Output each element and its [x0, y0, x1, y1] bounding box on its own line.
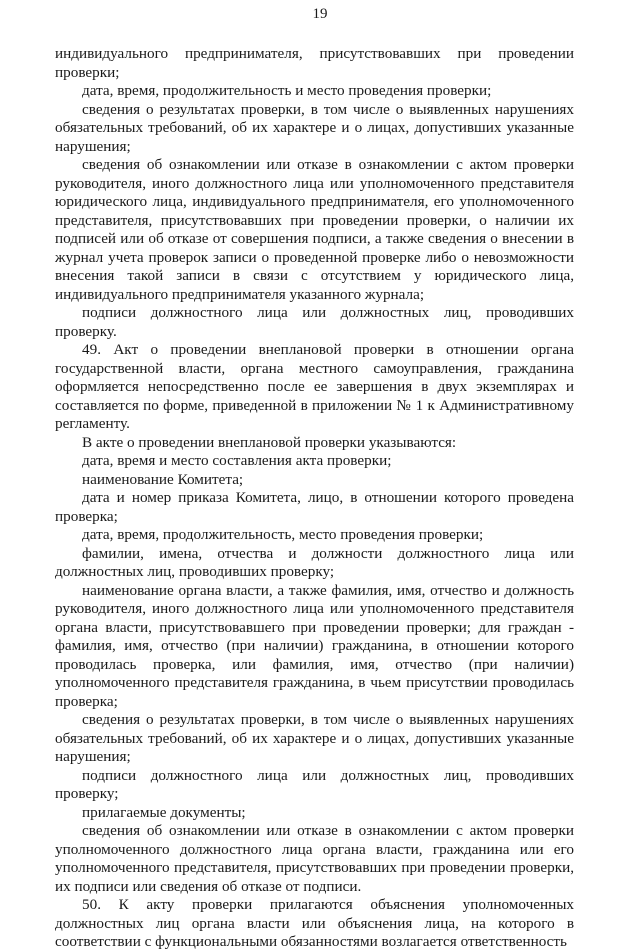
- list-item-inspection-duration: дата, время, продолжительность, место проведения проверки;: [82, 526, 484, 543]
- paragraph-inspection-results: сведения о результатах проверки, в том числе о выявленных нарушениях обязательных требований, об их характере и о лицах, допустивших указанные нарушения;: [55, 100, 574, 155]
- list-item-attachments: прилагаемые документы;: [82, 803, 246, 821]
- paragraph-inspection-date: дата, время, продолжительность и место проведения проверки;: [82, 82, 492, 99]
- paragraph-act-contents-intro: В акте о проведении внеплановой проверки указываются:: [82, 433, 457, 451]
- list-item-acquaintance: сведения об ознакомлении или отказе в ознакомлении с актом проверки уполномоченного должностного лица органа власти, гражданина или его уполномоченного представителя, присутствовавших при проведении проверки, их подписи или сведения об отказе от подписи.: [55, 822, 574, 895]
- page-number: 19: [312, 6, 328, 22]
- paragraph-acquaintance-info: сведения об ознакомлении или отказе в ознакомлении с актом проверки руководителя, иного должностного лица или уполномоченного представителя юридического лица, индивидуального предпринимателя, его уполномоченного представителя, присутствовавших при проведении проверки, о наличии их подписей или об отказе от совершения подписи, а также сведения о внесении в журнал учета проверок записи о проведенной проверке либо о невозможности внесения такой записи в связи с отсутствием у юридического лица, индивидуального предпринимателя указанного журнала;: [55, 156, 574, 303]
- document-body: [55, 45, 574, 952]
- paragraph-signatures: подписи должностного лица или должностных лиц, проводивших проверку.: [55, 304, 574, 340]
- list-item-order-number: дата и номер приказа Комитета, лицо, в отношении которого проведена проверка;: [55, 489, 574, 525]
- list-item-results: сведения о результатах проверки, в том числе о выявленных нарушениях обязательных требований, об их характере и о лицах, допустивших указанные нарушения;: [55, 711, 574, 765]
- list-item-committee-name: наименование Комитета;: [82, 470, 244, 488]
- list-item-signatures: подписи должностного лица или должностных лиц, проводивших проверку;: [55, 766, 574, 802]
- list-item-act-date: дата, время и место составления акта проверки;: [82, 452, 392, 469]
- list-item-authority-name: наименование органа власти, а также фамилия, имя, отчество и должность руководителя, иного должностного лица или уполномоченного представителя органа власти, присутствовавшего при проведении проверки; для граждан - фамилия, имя, отчество (при наличии) гражданина, в отношении которого проводилась проверка, или фамилия, имя, отчество (при наличии) уполномоченного представителя гражданина, в чьем присутствии проводилась проверка;: [55, 581, 574, 710]
- paragraph-item-50: 50. К акту проверки прилагаются объяснения уполномоченных должностных лиц органа власти или объяснения лица, на которого в соответствии с функциональными обязанностями возлагается ответственность: [55, 896, 574, 950]
- paragraph-item-49: 49. Акт о проведении внеплановой проверки в отношении органа государственной власти, органа местного самоуправления, гражданина оформляется непосредственно после ее завершения в двух экземплярах и составляется по форме, приведенной в приложении № 1 к Административному регламенту.: [55, 341, 574, 432]
- paragraph-continuation: индивидуального предпринимателя, присутствовавших при проведении проверки;: [55, 45, 574, 81]
- list-item-inspectors: фамилии, имена, отчества и должности должностного лица или должностных лиц, проводивших проверку;: [55, 544, 574, 580]
